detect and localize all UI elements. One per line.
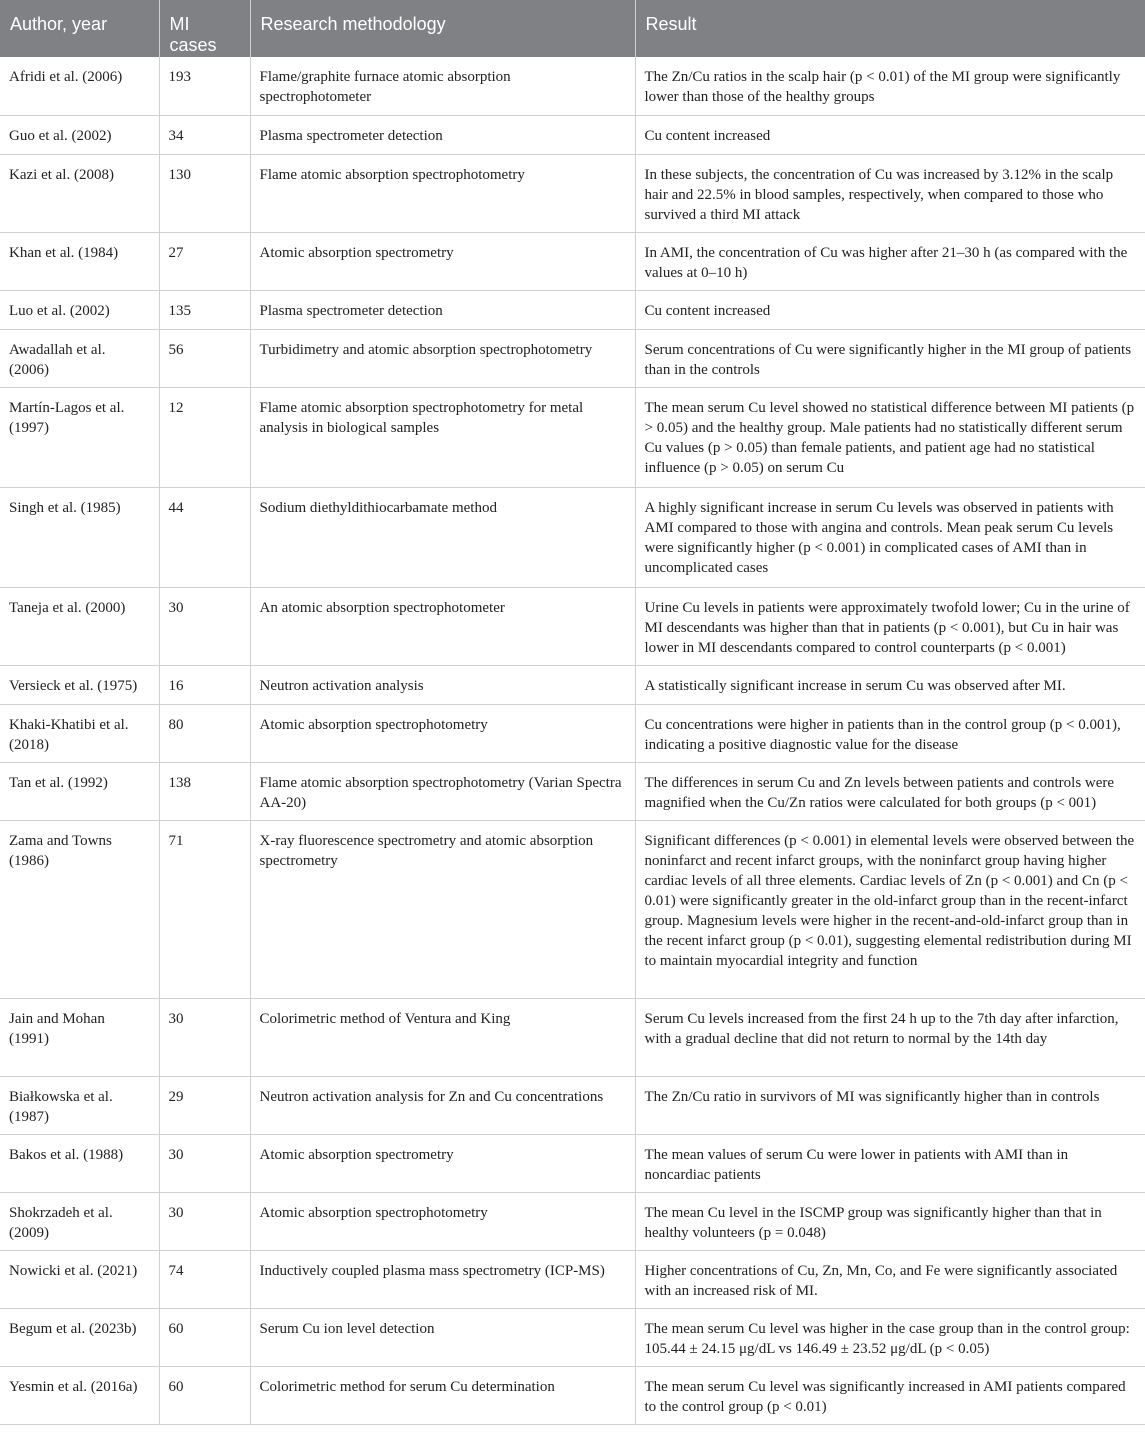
cell-author: Martín-Lagos et al. (1997) [0,387,159,487]
cell-author: Kazi et al. (2008) [0,154,159,232]
cell-author: Jain and Mohan (1991) [0,998,159,1076]
cell-author: Begum et al. (2023b) [0,1308,159,1366]
cell-method: Colorimetric method for serum Cu determination [250,1366,635,1424]
cell-author: Versieck et al. (1975) [0,665,159,704]
cell-result: The Zn/Cu ratios in the scalp hair (p < 0.01) of the MI group were significantly lower than those of the healthy groups [635,57,1145,115]
table-row [0,1192,1145,1250]
cell-cases: 80 [159,704,250,762]
cell-author: Yesmin et al. (2016a) [0,1366,159,1424]
table-row [0,998,1145,1076]
cell-cases: 27 [159,232,250,290]
table-row [0,665,1145,704]
header-cases: MI cases [159,0,250,57]
table-row [0,57,1145,115]
table-header [0,0,1145,57]
cell-cases: 30 [159,998,250,1076]
cell-result: The mean values of serum Cu were lower in patients with AMI than in noncardiac patients [635,1134,1145,1192]
cell-method: An atomic absorption spectrophotometer [250,587,635,665]
cell-result: The Zn/Cu ratio in survivors of MI was significantly higher than in controls [635,1076,1145,1134]
table-row [0,329,1145,387]
table-row [0,1076,1145,1134]
table-row [0,290,1145,329]
cell-method: Atomic absorption spectrophotometry [250,704,635,762]
cell-cases: 30 [159,1134,250,1192]
cell-author: Khan et al. (1984) [0,232,159,290]
cell-cases: 34 [159,115,250,154]
cell-method: Serum Cu ion level detection [250,1308,635,1366]
cell-cases: 56 [159,329,250,387]
cell-result: The mean serum Cu level was higher in the case group than in the control group: 105.44 ± 24.15 μg/dL vs 146.49 ± 23.52 μg/dL (p < 0.05) [635,1308,1145,1366]
table-row [0,387,1145,487]
cell-method: Neutron activation analysis for Zn and Cu concentrations [250,1076,635,1134]
cell-method: Sodium diethyldithiocarbamate method [250,487,635,587]
cell-result: In AMI, the concentration of Cu was higher after 21–30 h (as compared with the values at 0–10 h) [635,232,1145,290]
cell-author: Nowicki et al. (2021) [0,1250,159,1308]
cell-method: Flame atomic absorption spectrophotometry for metal analysis in biological samples [250,387,635,487]
cell-cases: 44 [159,487,250,587]
cell-cases: 71 [159,820,250,998]
cell-result: A highly significant increase in serum Cu levels was observed in patients with AMI compared to those with angina and controls. Mean peak serum Cu levels were significantly higher (p < 0.001) in complicated cases of AMI than in uncomplicated cases [635,487,1145,587]
cell-cases: 12 [159,387,250,487]
cell-author: Taneja et al. (2000) [0,587,159,665]
cell-result: A statistically significant increase in serum Cu was observed after MI. [635,665,1145,704]
cell-method: Plasma spectrometer detection [250,290,635,329]
table-row [0,762,1145,820]
cell-method: X-ray fluorescence spectrometry and atomic absorption spectrometry [250,820,635,998]
cell-cases: 138 [159,762,250,820]
table-row [0,587,1145,665]
cell-result: The mean Cu level in the ISCMP group was significantly higher than that in healthy volunteers (p = 0.048) [635,1192,1145,1250]
cell-author: Zama and Towns (1986) [0,820,159,998]
cell-method: Turbidimetry and atomic absorption spectrophotometry [250,329,635,387]
cell-cases: 193 [159,57,250,115]
cell-cases: 74 [159,1250,250,1308]
cell-result: Serum concentrations of Cu were significantly higher in the MI group of patients than in the controls [635,329,1145,387]
cell-author: Bakos et al. (1988) [0,1134,159,1192]
cell-cases: 30 [159,587,250,665]
cell-author: Afridi et al. (2006) [0,57,159,115]
table-body [0,57,1145,1424]
table-row [0,1250,1145,1308]
table-row [0,154,1145,232]
cell-cases: 135 [159,290,250,329]
cell-cases: 16 [159,665,250,704]
cell-result: The differences in serum Cu and Zn levels between patients and controls were magnified when the Cu/Zn ratios were calculated for both groups (p < 001) [635,762,1145,820]
cell-cases: 130 [159,154,250,232]
cell-cases: 60 [159,1366,250,1424]
cell-author: Singh et al. (1985) [0,487,159,587]
cell-method: Flame/graphite furnace atomic absorption spectrophotometer [250,57,635,115]
cell-result: Cu concentrations were higher in patients than in the control group (p < 0.001), indicating a positive diagnostic value for the disease [635,704,1145,762]
table-row [0,1366,1145,1424]
cell-cases: 60 [159,1308,250,1366]
cell-method: Plasma spectrometer detection [250,115,635,154]
cell-method: Neutron activation analysis [250,665,635,704]
cell-method: Inductively coupled plasma mass spectrometry (ICP-MS) [250,1250,635,1308]
header-author: Author, year [0,0,159,57]
header-result: Result [635,0,1145,57]
cell-author: Shokrzadeh et al. (2009) [0,1192,159,1250]
table-row [0,115,1145,154]
cell-result: Cu content increased [635,290,1145,329]
table-row [0,487,1145,587]
cell-cases: 30 [159,1192,250,1250]
cell-author: Khaki-Khatibi et al. (2018) [0,704,159,762]
cell-author: Luo et al. (2002) [0,290,159,329]
cell-method: Flame atomic absorption spectrophotometry (Varian Spectra AA-20) [250,762,635,820]
cell-method: Colorimetric method of Ventura and King [250,998,635,1076]
cell-method: Atomic absorption spectrometry [250,232,635,290]
cell-cases: 29 [159,1076,250,1134]
cell-method: Flame atomic absorption spectrophotometry [250,154,635,232]
table-row [0,232,1145,290]
cell-method: Atomic absorption spectrometry [250,1134,635,1192]
cell-result: In these subjects, the concentration of Cu was increased by 3.12% in the scalp hair and 22.5% in blood samples, respectively, when compared to those who survived a third MI attack [635,154,1145,232]
table-row [0,1134,1145,1192]
cell-result: Urine Cu levels in patients were approximately twofold lower; Cu in the urine of MI descendants was higher than that in patients (p < 0.001), but Cu in hair was lower in MI descendants compared to control counterparts (p < 0.001) [635,587,1145,665]
cell-result: The mean serum Cu level showed no statistical difference between MI patients (p > 0.05) and the healthy group. Male patients had no statistically different serum Cu values (p > 0.05) than female patients, and patient age had no statistical influence (p > 0.05) on serum Cu [635,387,1145,487]
table-row [0,1308,1145,1366]
cell-result: Higher concentrations of Cu, Zn, Mn, Co, and Fe were significantly associated with an increased risk of MI. [635,1250,1145,1308]
header-row [0,0,1145,57]
cell-method: Atomic absorption spectrophotometry [250,1192,635,1250]
table-row [0,820,1145,998]
header-method: Research methodology [250,0,635,57]
cell-author: Tan et al. (1992) [0,762,159,820]
cell-result: Serum Cu levels increased from the first 24 h up to the 7th day after infarction, with a gradual decline that did not return to normal by the 14th day [635,998,1145,1076]
cell-author: Guo et al. (2002) [0,115,159,154]
cell-result: Significant differences (p < 0.001) in elemental levels were observed between the noninfarct and recent infarct groups, with the noninfarct group having higher cardiac levels of all three elements. Cardiac levels of Zn (p < 0.001) and Cn (p < 0.01) were significantly greater in the old-infarct group than in the recent-infarct group. Magnesium levels were higher in the recent-and-old-infarct group than in the recent infarct group (p < 0.01), suggesting elemental redistribution during MI to maintain myocardial integrity and function [635,820,1145,998]
cell-author: Awadallah et al. (2006) [0,329,159,387]
table-row [0,704,1145,762]
cell-result: Cu content increased [635,115,1145,154]
cell-author: Białkowska et al. (1987) [0,1076,159,1134]
cell-result: The mean serum Cu level was significantly increased in AMI patients compared to the control group (p < 0.01) [635,1366,1145,1424]
